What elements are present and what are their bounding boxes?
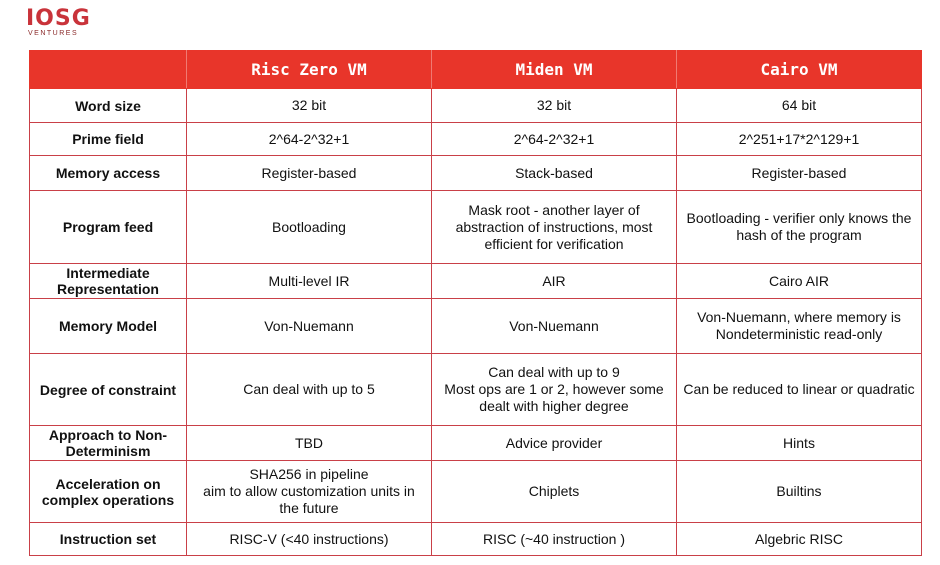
row-label: Intermediate Representation — [30, 264, 187, 299]
table-cell: 2^64-2^32+1 — [432, 123, 677, 156]
table-header-row — [30, 51, 922, 89]
row-label: Memory Model — [30, 299, 187, 354]
table-cell: Cairo AIR — [677, 264, 922, 299]
column-header-miden: Miden VM — [432, 51, 677, 89]
row-label: Approach to Non-Determinism — [30, 426, 187, 461]
table-row-intermediate-representation — [30, 264, 922, 299]
table-row-instruction-set — [30, 523, 922, 556]
table-cell: Can deal with up to 9 Most ops are 1 or 2, however some dealt with higher degree — [432, 354, 677, 426]
table-cell: 32 bit — [432, 89, 677, 123]
table-row-memory-access — [30, 156, 922, 191]
table-cell: Builtins — [677, 461, 922, 523]
table-cell: Algebric RISC — [677, 523, 922, 556]
table-cell: 32 bit — [187, 89, 432, 123]
logo-wordmark: IOSG — [26, 6, 91, 31]
table-cell: Bootloading - verifier only knows the hash of the program — [677, 191, 922, 264]
table-cell: RISC (~40 instruction ) — [432, 523, 677, 556]
row-label: Instruction set — [30, 523, 187, 556]
table-row-prime-field — [30, 123, 922, 156]
table-cell: Stack-based — [432, 156, 677, 191]
table-cell: Hints — [677, 426, 922, 461]
column-header-cairo: Cairo VM — [677, 51, 922, 89]
table-cell: Von-Nuemann — [432, 299, 677, 354]
table-cell: Can deal with up to 5 — [187, 354, 432, 426]
table-cell: Register-based — [677, 156, 922, 191]
table-row-program-feed — [30, 191, 922, 264]
row-label: Degree of constraint — [30, 354, 187, 426]
table-cell: Register-based — [187, 156, 432, 191]
iosg-logo — [26, 8, 96, 42]
table-row-word-size — [30, 89, 922, 123]
header-corner-cell — [30, 51, 187, 89]
table-cell: Advice provider — [432, 426, 677, 461]
table-cell: TBD — [187, 426, 432, 461]
table-cell: Von-Nuemann, where memory is Nondeterministic read-only — [677, 299, 922, 354]
column-header-risc-zero: Risc Zero VM — [187, 51, 432, 89]
table-cell: SHA256 in pipeline aim to allow customization units in the future — [187, 461, 432, 523]
row-label: Acceleration on complex operations — [30, 461, 187, 523]
table-cell: RISC-V (<40 instructions) — [187, 523, 432, 556]
table-cell: Von-Nuemann — [187, 299, 432, 354]
vm-comparison-table — [29, 50, 922, 556]
table-row-acceleration — [30, 461, 922, 523]
table-cell: Multi-level IR — [187, 264, 432, 299]
table-row-memory-model — [30, 299, 922, 354]
table-cell: Chiplets — [432, 461, 677, 523]
table-cell: 64 bit — [677, 89, 922, 123]
table-cell: AIR — [432, 264, 677, 299]
table-row-approach-to-non-determinism — [30, 426, 922, 461]
table-cell: Bootloading — [187, 191, 432, 264]
logo-subtitle: VENTURES — [28, 30, 79, 37]
table-row-degree-of-constraint — [30, 354, 922, 426]
table-cell: Mask root - another layer of abstraction of instructions, most efficient for verification — [432, 191, 677, 264]
row-label: Prime field — [30, 123, 187, 156]
table-cell: 2^251+17*2^129+1 — [677, 123, 922, 156]
table-cell: 2^64-2^32+1 — [187, 123, 432, 156]
table-cell: Can be reduced to linear or quadratic — [677, 354, 922, 426]
row-label: Word size — [30, 89, 187, 123]
row-label: Memory access — [30, 156, 187, 191]
row-label: Program feed — [30, 191, 187, 264]
